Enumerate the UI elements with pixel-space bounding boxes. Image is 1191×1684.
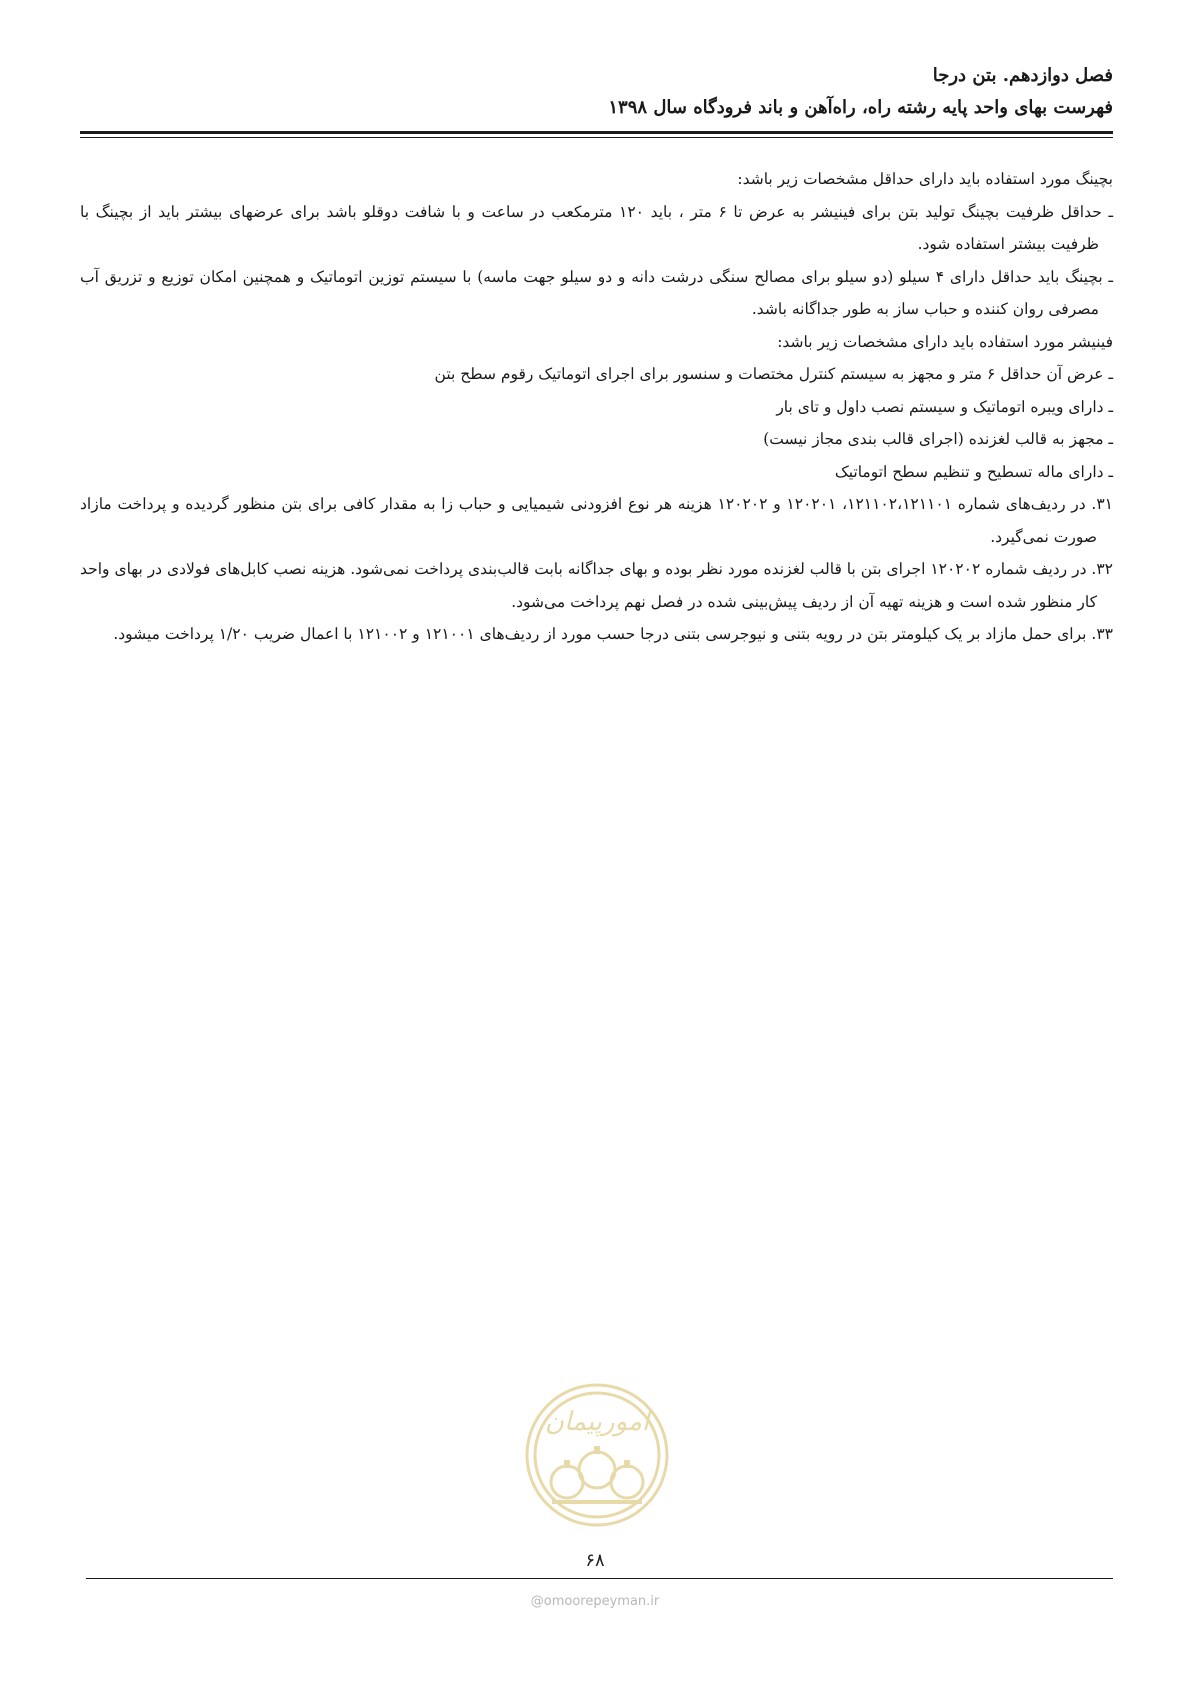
batching-intro: بچینگ مورد استفاده باید دارای حداقل مشخصات زیر باشد: <box>737 170 1113 188</box>
finisher-item: ـ دارای ویبره اتوماتیک و سیستم نصب داول و تای بار <box>776 397 1113 416</box>
finisher-intro: فینیشر مورد استفاده باید دارای مشخصات زیر باشد: <box>777 332 1113 351</box>
batching-item: ـ بچینگ باید حداقل دارای ۴ سیلو (دو سیلو برای مصالح سنگی درشت دانه و دو سیلو جهت ماسه) با سیستم توزین اتوماتیک و همچنین امکان توزیع و تزریق آب مصرفی روان کننده و حباب ساز به طور جداگانه باشد. <box>80 267 1113 318</box>
finisher-item: ـ عرض آن حداقل ۶ متر و مجهز به سیستم کنترل مختصات و سنسور برای اجرای اتوماتیک رقوم سطح بتن <box>434 365 1113 383</box>
page-number: ۶۸ <box>585 1550 605 1571</box>
header-divider-thin <box>80 137 1113 138</box>
gear-emblem-icon <box>512 1370 682 1540</box>
note-item: ۳۳. برای حمل مازاد بر یک کیلومتر بتن در رویه بتنی و نیوجرسی بتنی درجا حسب مورد از ردیف‌های ۱۲۱۰۰۱ و ۱۲۱۰۰۲ با اعمال ضریب ۱/۲۰ پرداخت میشود. <box>113 625 1113 643</box>
header-divider-thick <box>80 131 1113 134</box>
svg-text:امورپیمان: امورپیمان <box>544 1407 650 1437</box>
watermark-logo <box>512 1370 682 1540</box>
chapter-title: فصل دوازدهم. بتن درجا <box>932 65 1113 86</box>
document-title: فهرست بهای واحد پایه رشته راه، راه‌آهن و باند فرودگاه سال ۱۳۹۸ <box>608 97 1113 118</box>
batching-item: ـ حداقل ظرفیت بچینگ تولید بتن برای فینیشر به عرض تا ۶ متر ، باید ۱۲۰ مترمکعب در ساعت و با شافت دوقلو باشد برای عرضهای بیشتر باید از بچینگ با ظرفیت بیشتر استفاده شود. <box>80 202 1113 253</box>
watermark-url: @omoorepeyman.ir <box>530 1594 660 1609</box>
finisher-item: ـ مجهز به قالب لغزنده (اجرای قالب بندی مجاز نیست) <box>763 430 1113 448</box>
footer-divider <box>86 1578 1113 1579</box>
note-item: ۳۱. در ردیف‌های شماره ۱۲۱۱۰۲،۱۲۱۱۰۱، ۱۲۰۲۰۱ و ۱۲۰۲۰۲ هزینه هر نوع افزودنی شیمیایی و حباب زا به مقدار کافی برای بتن منظور گردیده و پرداخت مازاد صورت نمی‌گیرد. <box>80 495 1114 546</box>
page-header <box>80 60 1113 124</box>
page-body <box>80 163 1113 651</box>
finisher-item: ـ دارای ماله تسطیح و تنظیم سطح اتوماتیک <box>834 462 1113 481</box>
note-item: ۳۲. در ردیف شماره ۱۲۰۲۰۲ اجرای بتن با قالب لغزنده مورد نظر بوده و بهای جداگانه بابت قالب‌بندی پرداخت نمی‌شود. هزینه نصب کابل‌های فولادی در بهای واحد کار منظور شده است و هزینه تهیه آن از ردیف پیش‌بینی شده در فصل نهم پرداخت می‌شود. <box>80 560 1113 611</box>
